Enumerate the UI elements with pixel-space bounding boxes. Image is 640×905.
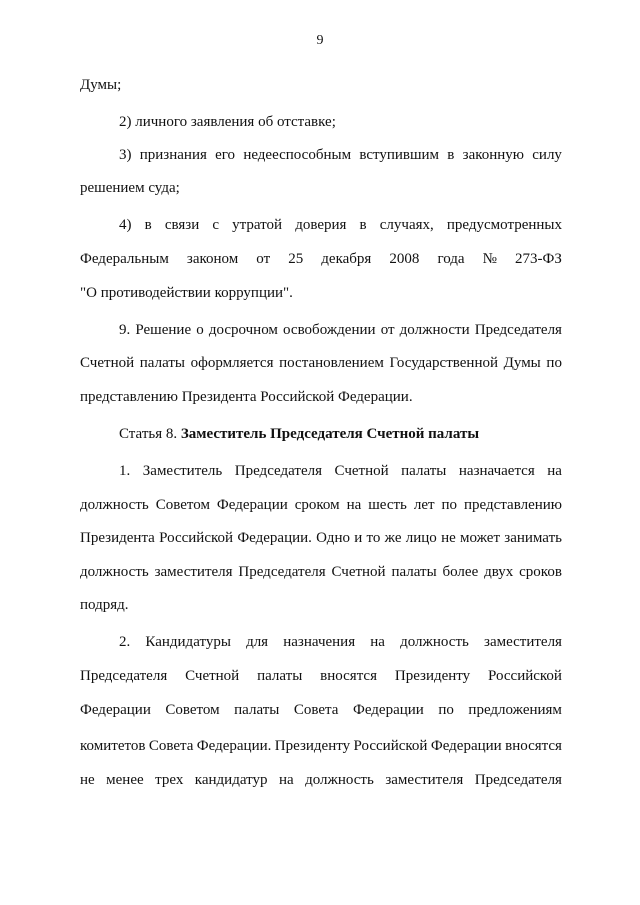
word: признания bbox=[139, 147, 207, 163]
word: заместителя bbox=[385, 772, 464, 788]
word: менее bbox=[106, 772, 144, 788]
word: шесть bbox=[368, 497, 407, 513]
word: 1. bbox=[119, 463, 131, 479]
word: двух bbox=[484, 564, 514, 580]
word: доверия bbox=[295, 217, 347, 233]
word: 9. bbox=[119, 322, 131, 338]
word: его bbox=[215, 147, 236, 163]
word: лет bbox=[413, 497, 435, 513]
word: 2008 bbox=[389, 251, 420, 267]
word: Счетной bbox=[185, 668, 240, 684]
word: Государственной bbox=[389, 355, 498, 371]
word: же bbox=[384, 530, 402, 546]
word: должность bbox=[80, 497, 149, 513]
word: для bbox=[246, 634, 269, 650]
page-number: 9 bbox=[316, 33, 324, 48]
word: Совета bbox=[148, 738, 194, 754]
word: по bbox=[441, 497, 458, 513]
word: Федерации. bbox=[196, 738, 272, 754]
word: Думы bbox=[503, 355, 541, 371]
word: заместителя bbox=[484, 634, 562, 650]
word: должности bbox=[399, 322, 470, 338]
word: Решение bbox=[135, 322, 192, 338]
text-line-5 bbox=[119, 216, 562, 234]
word: представлению bbox=[464, 497, 562, 513]
word: кандидатур bbox=[194, 772, 268, 788]
word: палаты bbox=[234, 702, 280, 718]
word: Федерации bbox=[430, 738, 502, 754]
word: от bbox=[380, 322, 395, 338]
text-line-3 bbox=[119, 146, 562, 164]
word: о bbox=[196, 322, 204, 338]
word: года bbox=[437, 251, 465, 267]
text-line-8 bbox=[119, 321, 562, 339]
text-line-12 bbox=[119, 462, 562, 480]
word: на bbox=[370, 634, 385, 650]
word: не bbox=[441, 530, 456, 546]
word: на bbox=[278, 772, 294, 788]
word: вносятся bbox=[320, 668, 377, 684]
word: законную bbox=[462, 147, 525, 163]
word: постановлением bbox=[279, 355, 384, 371]
text-line-6 bbox=[80, 250, 562, 268]
word: комитетов bbox=[80, 738, 146, 754]
word: 3) bbox=[119, 147, 132, 163]
word: палаты bbox=[139, 355, 185, 371]
word: по bbox=[546, 355, 562, 371]
word: на bbox=[547, 463, 562, 479]
word: Председателя bbox=[234, 463, 322, 479]
word: на bbox=[346, 497, 362, 513]
text-line-1: Думы; bbox=[80, 77, 122, 93]
word: Федерации bbox=[352, 702, 424, 718]
word: Федерации bbox=[80, 702, 151, 718]
article-heading bbox=[119, 425, 562, 443]
word: случаях, bbox=[379, 217, 434, 233]
word: от bbox=[256, 251, 271, 267]
word: с bbox=[212, 217, 220, 233]
text-line-10: представлению Президента Российской Федерации. bbox=[80, 389, 413, 405]
word: сроком bbox=[294, 497, 340, 513]
word: Совета bbox=[293, 702, 339, 718]
word: Президенту bbox=[274, 738, 351, 754]
word: Советом bbox=[165, 702, 220, 718]
word: Советом bbox=[155, 497, 210, 513]
word: в bbox=[359, 217, 367, 233]
text-line-16: подряд. bbox=[80, 597, 129, 613]
text-line-4: решением суда; bbox=[80, 180, 180, 196]
word: должность bbox=[80, 564, 149, 580]
word: в bbox=[447, 147, 455, 163]
text-line-17 bbox=[119, 633, 562, 651]
word: 273-ФЗ bbox=[515, 251, 562, 267]
word: сроков bbox=[519, 564, 562, 580]
word: по bbox=[438, 702, 454, 718]
word: Российской bbox=[159, 530, 234, 546]
word: Российской bbox=[488, 668, 562, 684]
word: Одно bbox=[316, 530, 350, 546]
word: декабря bbox=[321, 251, 372, 267]
word: должность bbox=[400, 634, 469, 650]
text-line-2: 2) личного заявления об отставке; bbox=[119, 114, 336, 130]
word: в bbox=[144, 217, 152, 233]
word: предложениям bbox=[468, 702, 562, 718]
word: Федерации. bbox=[237, 530, 312, 546]
text-line-15 bbox=[80, 563, 562, 581]
word: вносятся bbox=[505, 738, 562, 754]
word: может bbox=[460, 530, 501, 546]
word: Счетной bbox=[334, 463, 389, 479]
word: назначения bbox=[283, 634, 356, 650]
word: оформляется bbox=[190, 355, 274, 371]
word: Председателя bbox=[80, 668, 168, 684]
text-line-14 bbox=[80, 529, 562, 547]
word: Федерации bbox=[216, 497, 288, 513]
word: предусмотренных bbox=[446, 217, 562, 233]
article-number: Статья 8. bbox=[119, 426, 181, 442]
word: недееспособным bbox=[243, 147, 352, 163]
word: освобождении bbox=[283, 322, 376, 338]
word: не bbox=[80, 772, 95, 788]
article-title: Заместитель Председателя Счетной палаты bbox=[180, 426, 480, 442]
word: связи bbox=[164, 217, 200, 233]
word: 4) bbox=[119, 217, 132, 233]
word: утратой bbox=[232, 217, 283, 233]
word: Председателя bbox=[474, 772, 562, 788]
word: то bbox=[366, 530, 381, 546]
word: занимать bbox=[504, 530, 562, 546]
text-line-21 bbox=[80, 771, 562, 789]
text-line-13 bbox=[80, 496, 562, 514]
word: Счетной bbox=[80, 355, 135, 371]
word: досрочном bbox=[208, 322, 278, 338]
word: лицо bbox=[405, 530, 437, 546]
word: Счетной bbox=[331, 564, 386, 580]
word: заместителя bbox=[154, 564, 233, 580]
word: вступившим bbox=[359, 147, 440, 163]
text-line-18 bbox=[80, 667, 562, 685]
word: палаты bbox=[401, 463, 447, 479]
word: Президенту bbox=[394, 668, 471, 684]
word: № bbox=[482, 251, 497, 267]
text-line-9 bbox=[80, 354, 562, 372]
word: 25 bbox=[288, 251, 304, 267]
word: Председателя bbox=[474, 322, 562, 338]
word: более bbox=[442, 564, 479, 580]
text-line-7: "О противодействии коррупции". bbox=[80, 285, 293, 301]
word: палаты bbox=[391, 564, 437, 580]
word: Председателя bbox=[238, 564, 326, 580]
word: 2. bbox=[119, 634, 131, 650]
word: Российской bbox=[353, 738, 428, 754]
word: Кандидатуры bbox=[145, 634, 231, 650]
word: Президента bbox=[80, 530, 155, 546]
word: законом bbox=[186, 251, 239, 267]
word: трех bbox=[155, 772, 184, 788]
word: Заместитель bbox=[142, 463, 223, 479]
word: должность bbox=[305, 772, 374, 788]
text-line-19 bbox=[80, 701, 562, 719]
text-line-20 bbox=[80, 737, 562, 755]
word: назначается bbox=[458, 463, 535, 479]
word: силу bbox=[532, 147, 562, 163]
word: палаты bbox=[257, 668, 303, 684]
word: Федеральным bbox=[80, 251, 169, 267]
word: и bbox=[354, 530, 363, 546]
